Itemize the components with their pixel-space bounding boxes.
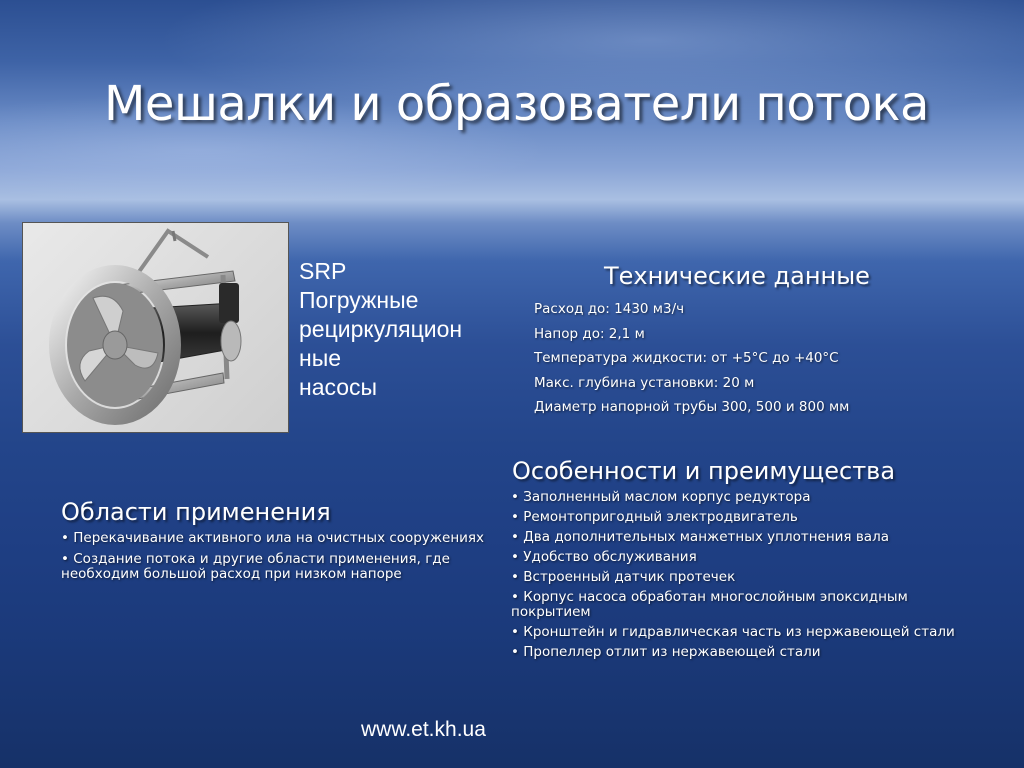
tech-spec-item: Напор до: 2,1 м: [534, 325, 645, 342]
website-link[interactable]: www.et.kh.ua: [361, 718, 486, 741]
feature-item: • Кронштейн и гидравлическая часть из нержавеющей стали: [511, 624, 955, 640]
tech-spec-item: Макс. глубина установки: 20 м: [534, 374, 755, 391]
feature-item: • Удобство обслуживания: [511, 549, 697, 565]
application-item: • Перекачивание активного ила на очистных сооружениях: [61, 530, 485, 546]
slide-title: Мешалки и образователи потока: [104, 76, 929, 132]
tech-spec-item: Температура жидкости: от +5°C до +40°C: [534, 350, 839, 366]
caption-line: рециркуляцион: [299, 316, 463, 342]
feature-item: • Ремонтопригодный электродвигатель: [511, 509, 798, 525]
caption-line: SRP: [299, 258, 347, 284]
submersible-pump-image: [23, 223, 289, 433]
features-list: [511, 490, 991, 665]
feature-item: • Встроенный датчик протечек: [511, 569, 736, 585]
features-heading: Особенности и преимущества: [512, 457, 896, 485]
pump-caption: [299, 257, 462, 402]
tech-specs-heading: Технические данные: [604, 262, 870, 290]
caption-line: насосы: [299, 374, 378, 400]
feature-item: • Заполненный маслом корпус редуктора: [511, 489, 811, 505]
tech-spec-item: Диаметр напорной трубы 300, 500 и 800 мм: [534, 399, 850, 415]
applications-heading: Области применения: [61, 498, 331, 526]
tech-spec-item: Расход до: 1430 м3/ч: [534, 301, 685, 317]
feature-item: • Два дополнительных манжетных уплотнения вала: [511, 529, 889, 545]
feature-item: • Пропеллер отлит из нержавеющей стали: [511, 644, 821, 660]
application-item: • Создание потока и другие области применения, где необходим большой расход при низком напоре: [61, 551, 450, 582]
caption-line: Погружные: [299, 287, 419, 313]
feature-item: • Корпус насоса обработан многослойным эпоксидным покрытием: [511, 589, 908, 620]
caption-line: ные: [299, 345, 342, 371]
applications-list: [61, 531, 501, 588]
tech-specs-list: [534, 297, 849, 420]
pump-photo: [22, 222, 289, 433]
